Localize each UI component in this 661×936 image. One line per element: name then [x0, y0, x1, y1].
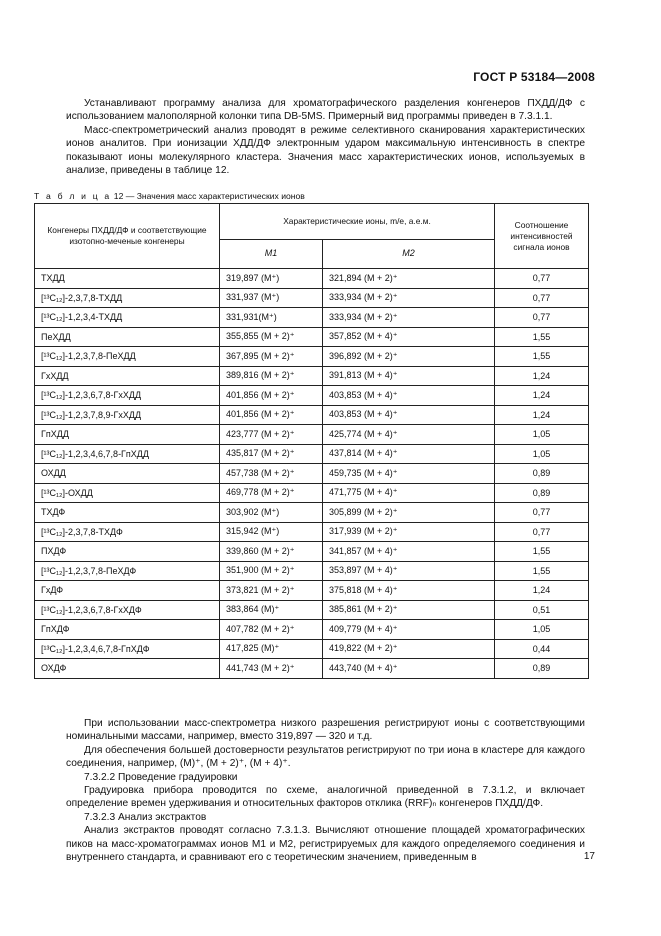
- header-intensity-ratio: Соотношение интенсивностей сигнала ионов: [495, 204, 589, 269]
- congener-cell: ТХДФ: [35, 503, 220, 523]
- m2-cell: 333,934 (M + 2)⁺: [323, 288, 495, 308]
- table-row: [35, 308, 589, 328]
- ratio-cell: 0,89: [495, 483, 589, 503]
- congener-cell: [¹³C₁₂]-1,2,3,7,8-ПеХДФ: [35, 561, 220, 581]
- ratio-cell: 0,89: [495, 464, 589, 484]
- ratio-cell: 0,77: [495, 503, 589, 523]
- after-table-text: [66, 717, 585, 864]
- document-code: ГОСТ Р 53184—2008: [473, 70, 595, 84]
- m2-cell: 333,934 (M + 2)⁺: [323, 308, 495, 328]
- table-row: [35, 639, 589, 659]
- body-paragraph: Для обеспечения большей достоверности результатов регистрируют по три иона в кластере для каждого соединения, например, (M)⁺, (M + 2)⁺, (M + 4)⁺.: [66, 744, 585, 770]
- congener-cell: ТХДД: [35, 269, 220, 289]
- intro-paragraph: Устанавливают программу анализа для хроматографического разделения конгенеров ПХДД/ДФ с использованием малополярной колонки типа DB-5MS. Примерный вид программы приведен в 7.3.1.1.: [66, 98, 585, 123]
- ratio-cell: 0,51: [495, 600, 589, 620]
- m2-cell: 403,853 (M + 4)⁺: [323, 405, 495, 425]
- congener-cell: [¹³C₁₂]-ОХДД: [35, 483, 220, 503]
- congener-cell: [¹³C₁₂]-1,2,3,7,8-ПеХДД: [35, 347, 220, 367]
- intro-text: [66, 97, 585, 177]
- table-row: [35, 269, 589, 289]
- m2-cell: 341,857 (M + 4)⁺: [323, 542, 495, 562]
- congener-cell: ГпХДФ: [35, 620, 220, 640]
- ratio-cell: 0,44: [495, 639, 589, 659]
- section-heading: 7.3.2.2 Проведение градуировки: [84, 771, 238, 783]
- table-body: [35, 269, 589, 679]
- table-row: [35, 366, 589, 386]
- table-row: [35, 600, 589, 620]
- m2-cell: 443,740 (M + 4)⁺: [323, 659, 495, 679]
- m1-cell: 389,816 (M + 2)⁺: [220, 366, 323, 386]
- table-row: [35, 386, 589, 406]
- m1-cell: 319,897 (M⁺): [220, 269, 323, 289]
- ratio-cell: 0,77: [495, 269, 589, 289]
- ratio-cell: 1,55: [495, 542, 589, 562]
- table-row: [35, 444, 589, 464]
- table-row: [35, 561, 589, 581]
- m2-cell: 437,814 (M + 4)⁺: [323, 444, 495, 464]
- congener-cell: [¹³C₁₂]-1,2,3,4,6,7,8-ГпХДФ: [35, 639, 220, 659]
- congener-cell: ГхХДД: [35, 366, 220, 386]
- congener-cell: ПХДФ: [35, 542, 220, 562]
- m1-cell: 351,900 (M + 2)⁺: [220, 561, 323, 581]
- page-number: 17: [583, 851, 595, 862]
- ratio-cell: 1,24: [495, 366, 589, 386]
- m2-cell: 385,861 (M + 2)⁺: [323, 600, 495, 620]
- m2-cell: 459,735 (M + 4)⁺: [323, 464, 495, 484]
- m2-cell: 317,939 (M + 2)⁺: [323, 522, 495, 542]
- m1-cell: 373,821 (M + 2)⁺: [220, 581, 323, 601]
- table-caption-label: Т а б л и ц а: [34, 191, 112, 201]
- congener-cell: [¹³C₁₂]-1,2,3,6,7,8-ГхХДД: [35, 386, 220, 406]
- body-paragraph: Градуировка прибора проводится по схеме, аналогичной приведенной в 7.3.1.2, и включает определение времен удерживания и относительных факторов отклика (RRF)ₙ конгенеров ПХДД/ДФ.: [66, 785, 585, 810]
- table-row: [35, 522, 589, 542]
- m1-cell: 303,902 (M⁺): [220, 503, 323, 523]
- table-row: [35, 483, 589, 503]
- ratio-cell: 0,77: [495, 288, 589, 308]
- m1-cell: 423,777 (M + 2)⁺: [220, 425, 323, 445]
- body-paragraph: При использовании масс-спектрометра низкого разрешения регистрируют ионы с соответствующими номинальными массами, например, вместо 319,897 — 320 и т.д.: [66, 718, 585, 743]
- table-caption: [34, 191, 305, 202]
- m1-cell: 367,895 (M + 2)⁺: [220, 347, 323, 367]
- section-heading: 7.3.2.3 Анализ экстрактов: [84, 811, 207, 823]
- congener-cell: ОХДФ: [35, 659, 220, 679]
- congener-cell: [¹³C₁₂]-2,3,7,8-ТХДФ: [35, 522, 220, 542]
- m1-cell: 469,778 (M + 2)⁺: [220, 483, 323, 503]
- congener-cell: ОХДД: [35, 464, 220, 484]
- congener-cell: ГхДФ: [35, 581, 220, 601]
- table-row: [35, 659, 589, 679]
- m2-cell: 396,892 (M + 2)⁺: [323, 347, 495, 367]
- table-row: [35, 464, 589, 484]
- table-caption-text: 12 — Значения масс характеристических ионов: [113, 191, 305, 201]
- m1-cell: 315,942 (M⁺): [220, 522, 323, 542]
- header-congeners: Конгенеры ПХДД/ДФ и соответствующие изотопно-меченые конгенеры: [35, 204, 220, 269]
- ratio-cell: 0,89: [495, 659, 589, 679]
- ratio-cell: 1,24: [495, 386, 589, 406]
- m2-cell: 305,899 (M + 2)⁺: [323, 503, 495, 523]
- congener-cell: [¹³C₁₂]-1,2,3,4,6,7,8-ГпХДД: [35, 444, 220, 464]
- m1-cell: 435,817 (M + 2)⁺: [220, 444, 323, 464]
- m2-cell: 357,852 (M + 4)⁺: [323, 327, 495, 347]
- ratio-cell: 1,05: [495, 444, 589, 464]
- header-m2: M2: [323, 239, 495, 268]
- congener-cell: [¹³C₁₂]-1,2,3,4-ТХДД: [35, 308, 220, 328]
- table-row: [35, 503, 589, 523]
- m2-cell: 409,779 (M + 4)⁺: [323, 620, 495, 640]
- m2-cell: 419,822 (M + 2)⁺: [323, 639, 495, 659]
- ratio-cell: 1,05: [495, 620, 589, 640]
- table-row: [35, 581, 589, 601]
- ion-mass-table: [34, 203, 589, 679]
- m2-cell: 375,818 (M + 4)⁺: [323, 581, 495, 601]
- m1-cell: 339,860 (M + 2)⁺: [220, 542, 323, 562]
- congener-cell: [¹³C₁₂]-1,2,3,7,8,9-ГхХДД: [35, 405, 220, 425]
- congener-cell: [¹³C₁₂]-2,3,7,8-ТХДД: [35, 288, 220, 308]
- ratio-cell: 1,05: [495, 425, 589, 445]
- m1-cell: 383,864 (M)⁺: [220, 600, 323, 620]
- m2-cell: 391,813 (M + 4)⁺: [323, 366, 495, 386]
- m2-cell: 425,774 (M + 4)⁺: [323, 425, 495, 445]
- congener-cell: [¹³C₁₂]-1,2,3,6,7,8-ГхХДФ: [35, 600, 220, 620]
- table-row: [35, 288, 589, 308]
- m2-cell: 321,894 (M + 2)⁺: [323, 269, 495, 289]
- ratio-cell: 1,24: [495, 581, 589, 601]
- congener-cell: ПеХДД: [35, 327, 220, 347]
- intro-paragraph: Масс-спектрометрический анализ проводят в режиме селективного сканирования характеристических ионов аналитов. При ионизации ХДД/ДФ электронным ударом максимальную интенсивность в спектре показывают ионы молекулярного кластера. Значения масс характеристических ионов, используемых в анализе, приведены в таблице 12.: [66, 124, 585, 177]
- ratio-cell: 1,55: [495, 347, 589, 367]
- m2-cell: 353,897 (M + 4)⁺: [323, 561, 495, 581]
- m1-cell: 407,782 (M + 2)⁺: [220, 620, 323, 640]
- header-characteristic-ions: Характеристические ионы, m/e, а.е.м.: [220, 204, 495, 240]
- ratio-cell: 1,24: [495, 405, 589, 425]
- ratio-cell: 0,77: [495, 308, 589, 328]
- table-row: [35, 620, 589, 640]
- ratio-cell: 1,55: [495, 561, 589, 581]
- table-row: [35, 405, 589, 425]
- m1-cell: 441,743 (M + 2)⁺: [220, 659, 323, 679]
- congener-cell: ГпХДД: [35, 425, 220, 445]
- m1-cell: 401,856 (M + 2)⁺: [220, 405, 323, 425]
- ratio-cell: 1,55: [495, 327, 589, 347]
- m1-cell: 355,855 (M + 2)⁺: [220, 327, 323, 347]
- table-row: [35, 327, 589, 347]
- m1-cell: 331,931(M⁺): [220, 308, 323, 328]
- m2-cell: 471,775 (M + 4)⁺: [323, 483, 495, 503]
- m1-cell: 417,825 (M)⁺: [220, 639, 323, 659]
- m1-cell: 331,937 (M⁺): [220, 288, 323, 308]
- m2-cell: 403,853 (M + 4)⁺: [323, 386, 495, 406]
- table-row: [35, 347, 589, 367]
- ratio-cell: 0,77: [495, 522, 589, 542]
- table-row: [35, 542, 589, 562]
- m1-cell: 457,738 (M + 2)⁺: [220, 464, 323, 484]
- body-paragraph: Анализ экстрактов проводят согласно 7.3.1.3. Вычисляют отношение площадей хроматографических пиков на масс-хроматограммах ионов M1 и M2, регистрируемых для каждого определяемого соединения и внутреннего стандарта, и сравнивают его с теоретическим значением, приведенным в: [66, 825, 585, 864]
- header-m1: M1: [220, 239, 323, 268]
- m1-cell: 401,856 (M + 2)⁺: [220, 386, 323, 406]
- table-row: [35, 425, 589, 445]
